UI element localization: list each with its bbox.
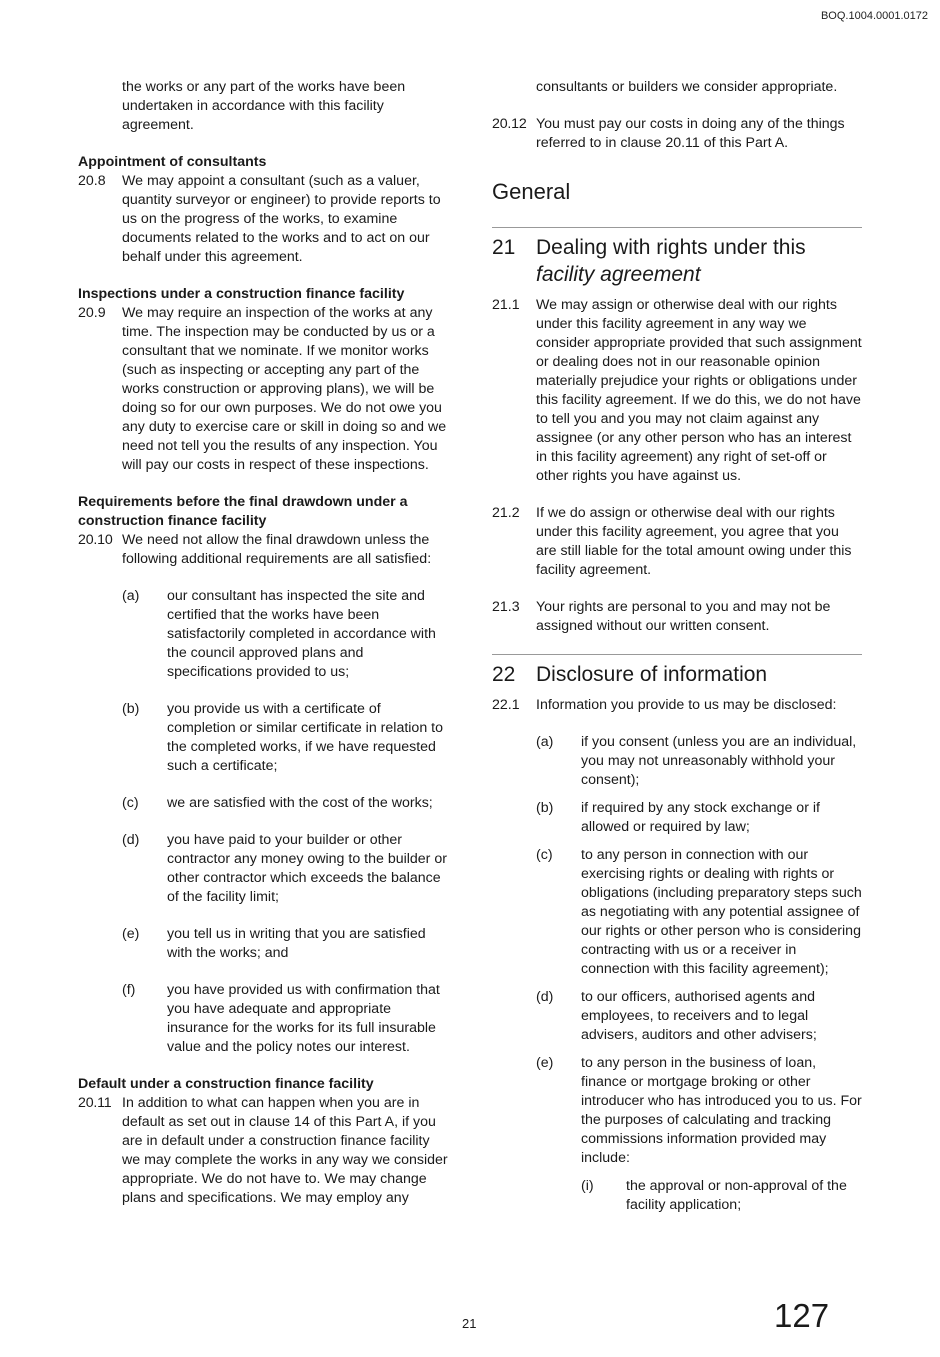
list-item	[536, 988, 862, 1045]
list-item	[122, 925, 450, 963]
list-item-text: if you consent (unless you are an individual, you may not unreasonably withhold your consent);	[581, 734, 857, 788]
clause-20-10	[78, 531, 450, 569]
section-title: Dealing with rights under this	[536, 236, 806, 259]
clause-20-11	[78, 1094, 450, 1208]
list-item-text: you tell us in writing that you are satisfied with the works; and	[167, 926, 426, 961]
list-item	[122, 794, 450, 813]
list-item-label: (b)	[122, 701, 140, 717]
list-item	[122, 700, 450, 776]
clause-number: 20.11	[78, 1095, 112, 1111]
clause-number: 20.10	[78, 532, 113, 548]
sub-list-item	[581, 1177, 862, 1215]
clause-21-2	[492, 504, 862, 580]
section-number: 22	[492, 663, 516, 686]
clause-number: 20.9	[78, 305, 106, 321]
clause-text: You must pay our costs in doing any of the things referred to in clause 20.11 of this Part A.	[536, 116, 845, 151]
clause-text: In addition to what can happen when you are in default as set out in clause 14 of this Part A, if you are in default under a construction finance facility we may complete the works in any way we consider appropriate. We do not have to. We may change plans and specifications. We may employ any	[122, 1095, 448, 1206]
continuation-text: consultants or builders we consider appropriate.	[536, 79, 838, 95]
list-item	[122, 981, 450, 1057]
heading-requirements-final-drawdown: Requirements before the final drawdown under a construction finance facility	[78, 494, 408, 529]
clause-21-3	[492, 598, 862, 636]
clause-20-9	[78, 304, 450, 475]
heading-default: Default under a construction finance facility	[78, 1076, 374, 1092]
divider	[492, 227, 862, 228]
clause-20-8	[78, 172, 450, 267]
clause-text: We may assign or otherwise deal with our rights under this facility agreement in any way we consider appropriate provided that such assignment or dealing does not in our reasonable opinion materially prejudice your rights or obligations under this facility agreement. If we do this, we do not have to tell you and you may not claim against any assignee (or any other person who has an interest in this facility agreement) any right of set-off or other rights you have against us.	[536, 297, 862, 484]
document-id: BOQ.1004.0001.0172	[820, 10, 928, 22]
list-item	[536, 799, 862, 837]
clause-number: 20.12	[492, 116, 527, 132]
section-22-title	[492, 661, 862, 688]
list-item-label: (e)	[536, 1055, 554, 1071]
clause-text: Your rights are personal to you and may not be assigned without our written consent.	[536, 599, 831, 634]
list-item	[536, 733, 862, 790]
clause-21-1	[492, 296, 862, 486]
page-number: 21	[462, 1316, 477, 1331]
clause-number: 21.1	[492, 297, 520, 313]
list-item-label: (f)	[122, 982, 136, 998]
list-item-text: to our officers, authorised agents and employees, to receivers and to legal advisers, auditors and other advisers;	[581, 989, 817, 1043]
list-item-label: (b)	[536, 800, 554, 816]
clause-22-1	[492, 696, 862, 715]
list-item	[536, 1054, 862, 1168]
clause-number: 22.1	[492, 697, 520, 713]
list-item-text: to any person in connection with our exercising rights or dealing with rights or obligations (including preparatory steps such as negotiating with any potential assignee of our rights or other person who is considering contracting with us or a receiver in connection with this facility agreement);	[581, 847, 862, 977]
list-item	[122, 831, 450, 907]
list-item	[536, 846, 862, 979]
list-item-text: you provide us with a certificate of completion or similar certificate in relation to the completed works, if we have requested such a certificate;	[167, 701, 443, 774]
sub-list-item-label: (i)	[581, 1178, 594, 1194]
stamp-page-number: 127	[774, 1297, 830, 1334]
section-21-title	[492, 234, 862, 288]
list-item-label: (d)	[122, 832, 140, 848]
heading-inspections: Inspections under a construction finance facility	[78, 286, 405, 302]
list-item	[122, 587, 450, 682]
list-item-text: if required by any stock exchange or if allowed or required by law;	[581, 800, 820, 835]
sub-list-item-text: the approval or non-approval of the facility application;	[626, 1178, 847, 1213]
clause-text: Information you provide to us may be disclosed:	[536, 697, 837, 713]
list-item-label: (a)	[122, 588, 140, 604]
continuation-text: the works or any part of the works have been undertaken in accordance with this facility agreement.	[122, 79, 406, 133]
section-title-italic: facility agreement	[536, 263, 701, 286]
clause-20-12	[492, 115, 862, 153]
clause-text: We may appoint a consultant (such as a valuer, quantity surveyor or engineer) to provide reports to us on the progress of the works, to examine documents related to the works and to act on our behalf under this agreement.	[122, 173, 441, 265]
clause-text: We need not allow the final drawdown unless the following additional requirements are all satisfied:	[122, 532, 432, 567]
list-item-text: to any person in the business of loan, finance or mortgage broking or other introducer who has introduced you to us. For the purposes of calculating and tracking commissions information provided may include:	[581, 1055, 862, 1166]
list-item-text: you have provided us with confirmation that you have adequate and appropriate insurance for the works for its full insurable value and the policy notes our interest.	[167, 982, 440, 1055]
list-item-label: (a)	[536, 734, 554, 750]
list-item-text: our consultant has inspected the site and certified that the works have been satisfactorily completed in accordance with the council approved plans and specifications provided to us;	[167, 588, 436, 680]
clause-number: 21.3	[492, 599, 520, 615]
right-column	[492, 78, 862, 1215]
list-item-label: (c)	[536, 847, 553, 863]
list-item-text: we are satisfied with the cost of the works;	[167, 795, 433, 811]
section-number: 21	[492, 236, 516, 259]
clause-text: We may require an inspection of the works at any time. The inspection may be conducted by us or a consultant that we nominate. If we monitor works (such as inspecting or accepting any part of the works construction or approving plans), we will be doing so for our own purposes. We do not owe you any duty to exercise care or skill in doing so and we need not tell you the results of any inspection. You will pay our costs in respect of these inspections.	[122, 305, 447, 473]
list-item-label: (e)	[122, 926, 140, 942]
clause-number: 20.8	[78, 173, 106, 189]
section-title: Disclosure of information	[536, 663, 768, 686]
clause-number: 21.2	[492, 505, 520, 521]
clause-text: If we do assign or otherwise deal with our rights under this facility agreement, you agree that you are still liable for the total amount owing under this facility agreement.	[536, 505, 852, 578]
section-heading-general: General	[492, 179, 571, 204]
divider	[492, 654, 862, 655]
list-item-text: you have paid to your builder or other contractor any money owing to the builder or other contractor which exceeds the balance of the facility limit;	[167, 832, 447, 905]
list-item-label: (c)	[122, 795, 139, 811]
heading-appointment-of-consultants: Appointment of consultants	[78, 154, 267, 170]
list-item-label: (d)	[536, 989, 554, 1005]
left-column	[78, 78, 450, 1226]
